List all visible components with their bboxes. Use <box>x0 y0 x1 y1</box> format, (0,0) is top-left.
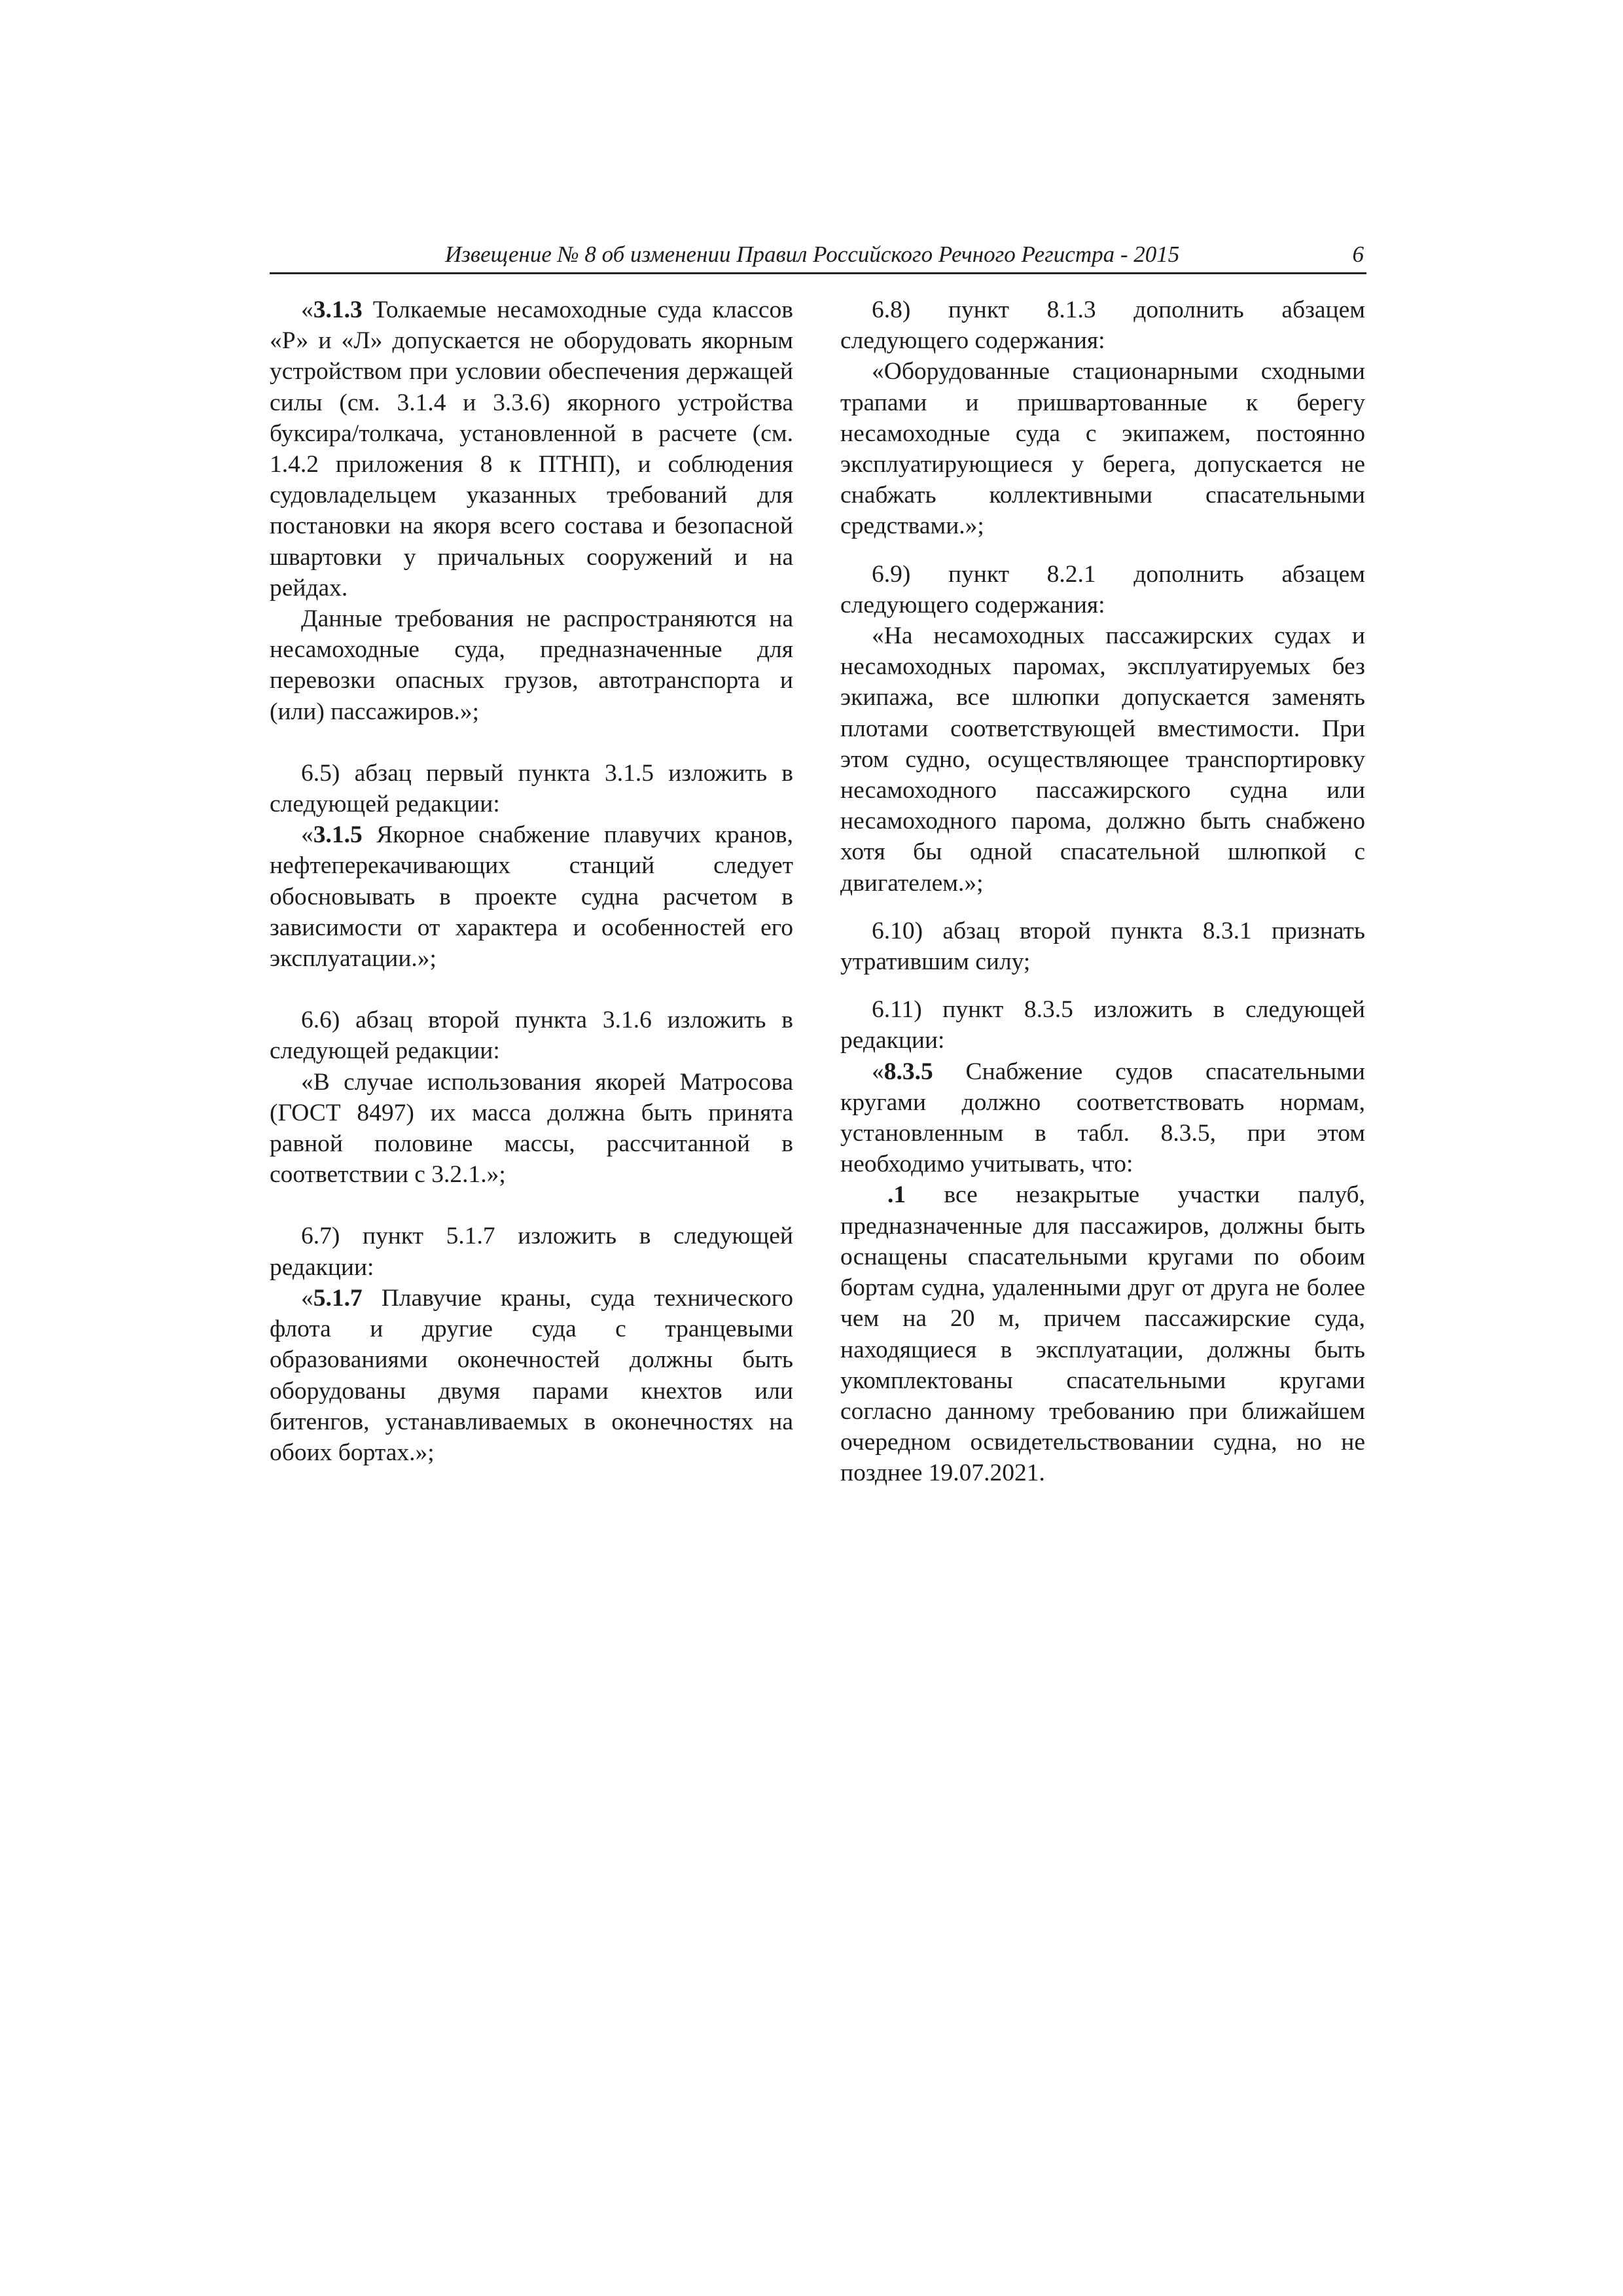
page-header <box>270 242 1366 274</box>
amendment-6-8: 6.8) пункт 8.1.3 дополнить абзацем следующего содержания: <box>840 296 1365 355</box>
paragraph: «В случае использования якорей Матросова (ГОСТ 8497) их масса должна быть принята равной половине массы, рассчитанной в соответствии с 3.2.1.»; <box>270 1068 793 1189</box>
paragraph: «На несамоходных пассажирских судах и несамоходных паромах, эксплуатируемых без экипажа, все шлюпки допускается заменять плотами соответствующей вместимости. При этом судно, осуществляющее транспортировку несамоходного пассажирского судна или несамоходного парома, должно быть снабжено хотя бы одной спасательной шлюпкой с двигателем.»; <box>840 622 1365 897</box>
paragraph-3-1-3: «3.1.3 Толкаемые несамоходные суда классов «Р» и «Л» допускается не оборудовать якорным устройством при условии обеспечения держащей силы (см. 3.1.4 и 3.3.6) якорного устройства буксира/толкача, установленной в расчете (см. 1.4.2 приложения 8 к ПТНП), и соблюдения судовладельцем указанных требований для постановки на якоря всего состава и безопасной швартовки у причальных сооружений и на рейдах. <box>270 296 793 601</box>
amendment-6-10: 6.10) абзац второй пункта 8.3.1 признать утратившим силу; <box>840 917 1365 976</box>
paragraph: Данные требования не распространяются на несамоходные суда, предназначенные для перевозки опасных грузов, автотранспорта и (или) пассажиров.»; <box>270 605 793 725</box>
amendment-6-9: 6.9) пункт 8.2.1 дополнить абзацем следующего содержания: <box>840 560 1365 619</box>
amendment-6-7: 6.7) пункт 5.1.7 изложить в следующей редакции: <box>270 1223 793 1281</box>
paragraph-5-1-7: «5.1.7 Плавучие краны, суда технического флота и другие суда с транцевыми образованиями оконечностей должны быть оборудованы двумя парами кнехтов или битенгов, устанавливаемых в оконечностях на обоих бортах.»; <box>270 1284 793 1466</box>
amendment-6-5: 6.5) абзац первый пункта 3.1.5 изложить в следующей редакции: <box>270 759 793 818</box>
clause-number: 5.1.7 <box>313 1284 363 1312</box>
clause-number: 8.3.5 <box>883 1058 933 1085</box>
header-title: Извещение № 8 об изменении Правил Российского Речного Регистра - 2015 <box>445 242 1180 267</box>
list-item: .1 все незакрытые участки палуб, предназначенные для пассажиров, должны быть оснащены спасательными кругами по обоим бортам судна, удаленными друг от друга не более чем на 20 м, причем пассажирские суда, находящиеся в эксплуатации, должны быть укомплектованы спасательными кругами согласно данному требованию при ближайшем очередном освидетельствовании судна, но не позднее 19.07.2021. <box>840 1181 1365 1487</box>
right-column <box>840 295 1365 1489</box>
left-column <box>270 295 793 1468</box>
item-number: .1 <box>887 1181 906 1209</box>
clause-number: 3.1.5 <box>313 821 363 849</box>
paragraph-3-1-5: «3.1.5 Якорное снабжение плавучих кранов, нефтеперекачивающих станций следует обосновывать в проекте судна расчетом в зависимости от характера и особенностей его эксплуатации.»; <box>270 821 793 973</box>
amendment-6-6: 6.6) абзац второй пункта 3.1.6 изложить в следующей редакции: <box>270 1007 793 1065</box>
clause-number: 3.1.3 <box>313 296 363 323</box>
amendment-6-11: 6.11) пункт 8.3.5 изложить в следующей редакции: <box>840 996 1365 1054</box>
page-number: 6 <box>1352 242 1364 267</box>
paragraph: «Оборудованные стационарными сходными трапами и пришвартованные к берегу несамоходные суда с экипажем, постоянно эксплуатирующиеся у берега, допускается не снабжать коллективными спасательными средствами.»; <box>840 358 1365 540</box>
paragraph-8-3-5: «8.3.5 Снабжение судов спасательными кругами должно соответствовать нормам, установленным в табл. 8.3.5, при этом необходимо учитывать, что: <box>840 1058 1365 1178</box>
